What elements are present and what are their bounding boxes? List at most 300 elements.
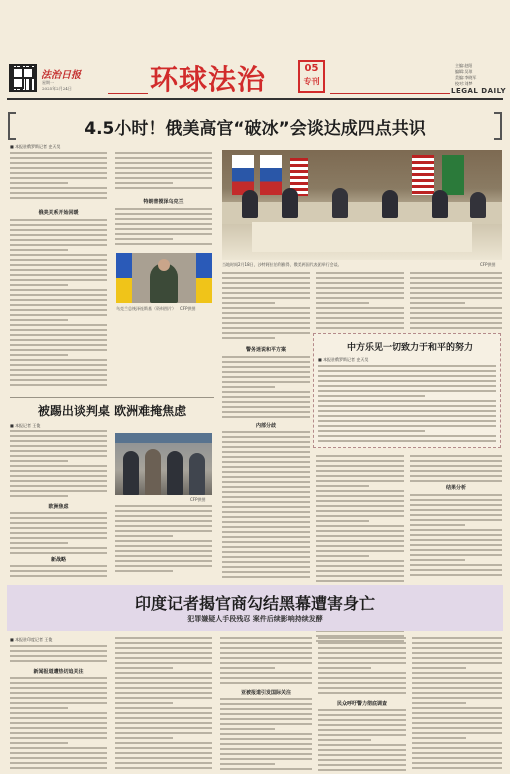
text-line — [115, 752, 212, 754]
text-line — [220, 647, 312, 649]
story3-subhead: 结果分析 — [445, 485, 466, 491]
text-line — [10, 742, 68, 744]
text-line — [316, 570, 404, 572]
text-line — [412, 637, 502, 639]
text-line — [412, 642, 502, 644]
text-line — [410, 475, 502, 477]
text-line — [316, 540, 404, 542]
text-line — [316, 545, 404, 547]
story1-col3b — [222, 356, 310, 421]
text-line — [220, 718, 312, 720]
text-line — [220, 748, 312, 750]
text-line — [222, 491, 275, 493]
text-line — [10, 440, 107, 442]
text-line — [220, 713, 312, 715]
text-line — [115, 555, 212, 557]
text-line — [115, 697, 212, 699]
text-line — [222, 332, 310, 334]
text-line — [222, 366, 310, 368]
text-line — [10, 254, 107, 256]
text-line — [222, 292, 310, 294]
edition-badge — [298, 60, 325, 93]
text-line — [10, 157, 107, 159]
text-line — [10, 354, 68, 356]
headline-bracket-right — [494, 112, 502, 140]
text-line — [10, 747, 107, 749]
text-line — [412, 742, 502, 744]
text-line — [318, 769, 406, 771]
text-line — [316, 485, 369, 487]
story3-photo — [115, 433, 212, 495]
text-line — [10, 182, 68, 184]
text-line — [10, 465, 107, 467]
text-line — [10, 284, 68, 286]
story3-col3 — [222, 461, 310, 581]
editor-line: 主编:赵阳 — [455, 63, 473, 68]
text-line — [115, 767, 212, 769]
text-line — [318, 435, 496, 437]
text-line — [222, 272, 310, 274]
text-line — [316, 307, 404, 309]
text-line — [222, 307, 310, 309]
text-line — [115, 642, 212, 644]
story4-col3 — [220, 637, 312, 687]
text-line — [222, 501, 310, 503]
text-line — [410, 282, 502, 284]
text-line — [222, 541, 310, 543]
text-line — [318, 380, 496, 382]
text-line — [410, 307, 502, 309]
text-line — [412, 747, 502, 749]
text-line — [115, 525, 212, 527]
text-line — [115, 647, 212, 649]
text-line — [222, 441, 310, 443]
text-line — [10, 470, 107, 472]
text-line — [115, 757, 212, 759]
text-line — [220, 672, 312, 674]
text-line — [10, 460, 68, 462]
text-line — [115, 747, 212, 749]
text-line — [410, 322, 502, 324]
text-line — [318, 744, 406, 746]
text-line — [10, 697, 107, 699]
text-line — [10, 152, 107, 154]
text-line — [10, 485, 107, 487]
text-line — [318, 420, 496, 422]
text-line — [222, 416, 310, 418]
text-line — [316, 465, 404, 467]
story4-subhead: 新闻报道遭热切追关注 — [33, 669, 84, 675]
text-line — [115, 208, 212, 210]
text-line — [222, 461, 310, 463]
text-line — [316, 555, 369, 557]
text-line — [115, 762, 212, 764]
text-line — [410, 480, 502, 482]
byline-text: 本报驻俄罗斯记者 史天昊 — [323, 357, 369, 362]
story1-col1 — [10, 152, 107, 202]
text-line — [222, 506, 310, 508]
text-line — [10, 309, 107, 311]
text-line — [222, 451, 310, 453]
text-line — [10, 475, 107, 477]
text-line — [316, 565, 404, 567]
text-line — [220, 708, 312, 710]
text-line — [220, 723, 312, 725]
text-line — [412, 662, 502, 664]
text-line — [115, 662, 212, 664]
story1-photo-2-credit: CFP供图 — [180, 306, 196, 311]
story3-photo-credit: CFP供图 — [190, 497, 206, 502]
text-line — [10, 274, 107, 276]
text-line — [412, 752, 502, 754]
text-line — [10, 364, 107, 366]
text-line — [222, 396, 310, 398]
text-line — [222, 561, 275, 563]
text-line — [10, 249, 68, 251]
text-line — [412, 677, 502, 679]
text-line — [410, 470, 502, 472]
story4-subhead: 民众呼吁警力彻底调查 — [336, 701, 387, 707]
text-line — [410, 327, 502, 329]
text-line — [115, 672, 212, 674]
text-line — [222, 521, 310, 523]
text-line — [412, 707, 502, 709]
text-line — [10, 702, 107, 704]
story1-photo — [222, 150, 502, 260]
text-line — [222, 391, 310, 393]
text-line — [318, 682, 406, 684]
text-line — [10, 339, 107, 341]
text-line — [410, 277, 502, 279]
text-line — [10, 219, 107, 221]
text-line — [316, 297, 404, 299]
text-line — [316, 510, 404, 512]
date-line: 星期一 — [42, 80, 54, 85]
text-line — [115, 742, 212, 744]
text-line — [410, 460, 502, 462]
text-line — [222, 287, 310, 289]
text-line — [222, 551, 310, 553]
text-line — [316, 515, 404, 517]
text-line — [412, 732, 502, 734]
text-line — [316, 292, 404, 294]
text-line — [10, 767, 107, 769]
text-line — [316, 505, 404, 507]
editor-line: 美编:李晓军 — [455, 75, 477, 80]
text-line — [222, 446, 310, 448]
section-title: 环球法治 — [150, 63, 267, 96]
text-line — [222, 546, 310, 548]
text-line — [10, 224, 107, 226]
text-line — [115, 238, 173, 240]
text-line — [316, 530, 404, 532]
legal-daily-label: LEGAL DAILY — [451, 87, 507, 95]
text-line — [318, 642, 406, 644]
text-line — [318, 719, 406, 721]
text-line — [410, 569, 502, 571]
text-line — [115, 187, 212, 189]
text-line — [115, 540, 212, 542]
badge-number: 05 — [304, 63, 319, 74]
text-line — [10, 289, 107, 291]
masthead-bottom-rule — [7, 98, 503, 100]
text-line — [115, 243, 212, 245]
story1-col5 — [410, 272, 502, 332]
text-line — [220, 733, 312, 735]
text-line — [222, 381, 310, 383]
text-line — [10, 532, 107, 534]
story3-col5 — [410, 455, 502, 485]
story4-headline: 印度记者揭官商勾结黑幕遭害身亡 — [134, 594, 375, 613]
text-line — [316, 327, 404, 329]
text-line — [10, 570, 107, 572]
text-line — [10, 547, 107, 549]
text-line — [412, 697, 502, 699]
text-line — [222, 511, 310, 513]
text-line — [115, 515, 212, 517]
text-line — [412, 762, 502, 764]
text-line — [220, 738, 312, 740]
text-line — [10, 187, 107, 189]
text-line — [318, 667, 371, 669]
text-line — [318, 652, 406, 654]
text-line — [10, 687, 107, 689]
masthead-rule-right — [330, 93, 450, 94]
text-line — [412, 767, 502, 769]
text-line — [410, 312, 502, 314]
text-line — [10, 304, 107, 306]
text-line — [316, 490, 404, 492]
text-line — [412, 692, 502, 694]
text-line — [220, 758, 312, 760]
text-line — [115, 167, 212, 169]
text-line — [410, 539, 502, 541]
text-line — [318, 754, 406, 756]
text-line — [318, 370, 496, 372]
text-line — [115, 550, 212, 552]
text-line — [410, 544, 502, 546]
text-line — [10, 334, 107, 336]
text-line — [222, 431, 310, 433]
headline-bracket-left — [8, 112, 16, 140]
text-line — [10, 192, 107, 194]
text-line — [10, 259, 107, 261]
text-line — [410, 465, 502, 467]
text-line — [222, 312, 310, 314]
story4-col1b — [10, 677, 107, 772]
story1-col2b — [115, 208, 212, 248]
story2-text — [318, 365, 496, 445]
text-line — [412, 737, 466, 739]
text-line — [318, 764, 406, 766]
story1-subhead: 警务迷说和平方案 — [245, 347, 286, 353]
text-line — [115, 223, 212, 225]
text-line — [316, 287, 404, 289]
text-line — [220, 763, 275, 765]
text-line — [222, 337, 275, 339]
text-line — [412, 672, 502, 674]
text-line — [316, 500, 404, 502]
text-line — [10, 762, 107, 764]
text-line — [222, 356, 310, 358]
text-line — [10, 264, 107, 266]
story3-subhead: 欧洲焦虑 — [48, 504, 69, 510]
masthead — [0, 0, 510, 100]
editor-list — [455, 63, 476, 87]
text-line — [10, 450, 107, 452]
text-line — [10, 269, 107, 271]
text-line — [115, 152, 212, 154]
text-line — [318, 425, 496, 427]
text-line — [220, 682, 312, 684]
text-line — [115, 565, 212, 567]
text-line — [318, 692, 406, 694]
badge-word: 专刊 — [303, 77, 320, 86]
text-line — [222, 302, 275, 304]
text-line — [222, 471, 310, 473]
story3-col5b — [410, 494, 502, 579]
text-line — [220, 743, 312, 745]
text-line — [10, 650, 107, 652]
text-line — [318, 734, 406, 736]
text-line — [412, 687, 502, 689]
story3-rule — [10, 397, 214, 398]
text-line — [115, 667, 173, 669]
text-line — [10, 732, 107, 734]
text-line — [10, 167, 107, 169]
text-line — [220, 728, 275, 730]
text-line — [10, 314, 107, 316]
text-line — [115, 702, 173, 704]
text-line — [222, 322, 310, 324]
editor-line: 校对:刘梦 — [455, 81, 473, 86]
text-line — [316, 312, 404, 314]
text-line — [222, 436, 310, 438]
story4-col2 — [115, 637, 212, 772]
text-line — [10, 737, 107, 739]
text-line — [10, 727, 107, 729]
text-line — [410, 534, 502, 536]
text-line — [115, 737, 173, 739]
text-line — [222, 571, 310, 573]
text-line — [10, 369, 107, 371]
text-line — [410, 554, 502, 556]
text-line — [410, 292, 502, 294]
text-line — [10, 512, 107, 514]
text-line — [316, 560, 404, 562]
text-line — [115, 172, 212, 174]
story4-col1 — [10, 645, 107, 665]
text-line — [412, 717, 502, 719]
story3-col1c — [10, 565, 107, 580]
text-line — [10, 752, 107, 754]
text-line — [115, 177, 212, 179]
text-line — [115, 545, 212, 547]
date-line-2: 2025年2月24日 — [42, 86, 72, 91]
text-line — [10, 682, 107, 684]
text-line — [412, 702, 466, 704]
text-line — [410, 297, 502, 299]
text-line — [222, 317, 310, 319]
text-line — [222, 466, 310, 468]
text-line — [115, 732, 212, 734]
text-line — [10, 197, 107, 199]
text-line — [220, 698, 312, 700]
story1-subhead: 特朗普搅泽乌克兰 — [143, 199, 184, 205]
text-line — [412, 722, 502, 724]
text-line — [222, 277, 310, 279]
text-line — [220, 652, 312, 654]
byline-text: 本报驻印度记者 王俊 — [15, 637, 53, 642]
story2-byline: ■ 本报驻俄罗斯记者 史天昊 — [318, 357, 369, 362]
text-line — [220, 657, 312, 659]
story1-col4 — [316, 272, 404, 332]
text-line — [115, 505, 212, 507]
text-line — [222, 411, 310, 413]
text-line — [316, 475, 404, 477]
text-line — [10, 294, 107, 296]
text-line — [318, 729, 406, 731]
text-line — [318, 672, 406, 674]
story3-byline: ■ 本报记者 王俊 — [10, 423, 41, 428]
text-line — [412, 682, 502, 684]
text-line — [115, 682, 212, 684]
story4-col4 — [318, 637, 406, 697]
text-line — [412, 667, 466, 669]
text-line — [115, 233, 212, 235]
masthead-rule-left — [108, 93, 148, 94]
text-line — [410, 514, 502, 516]
text-line — [10, 234, 107, 236]
text-line — [115, 570, 173, 572]
text-line — [412, 712, 502, 714]
text-line — [222, 401, 310, 403]
text-line — [316, 277, 404, 279]
text-line — [410, 302, 465, 304]
story1-photo-2 — [116, 253, 212, 303]
text-line — [10, 324, 107, 326]
text-line — [10, 565, 107, 567]
text-line — [222, 297, 310, 299]
text-line — [10, 522, 107, 524]
text-line — [10, 279, 107, 281]
text-line — [10, 480, 107, 482]
text-line — [10, 677, 107, 679]
text-line — [10, 239, 107, 241]
text-line — [410, 574, 502, 576]
text-line — [10, 575, 107, 577]
text-line — [318, 724, 406, 726]
text-line — [220, 703, 312, 705]
story1-photo-2-caption: 乌克兰总统泽连斯基（资料图片） — [116, 306, 176, 311]
text-line — [316, 455, 404, 457]
text-line — [222, 536, 310, 538]
text-line — [222, 496, 310, 498]
text-line — [410, 524, 465, 526]
text-line — [316, 520, 369, 522]
text-line — [10, 490, 107, 492]
story3-col1 — [10, 430, 107, 500]
text-line — [10, 455, 107, 457]
text-line — [10, 430, 107, 432]
text-line — [222, 556, 310, 558]
text-line — [318, 410, 496, 412]
text-line — [316, 460, 404, 462]
text-line — [318, 714, 406, 716]
text-line — [10, 344, 107, 346]
text-line — [318, 677, 406, 679]
story3-subhead: 新战略 — [50, 557, 66, 563]
